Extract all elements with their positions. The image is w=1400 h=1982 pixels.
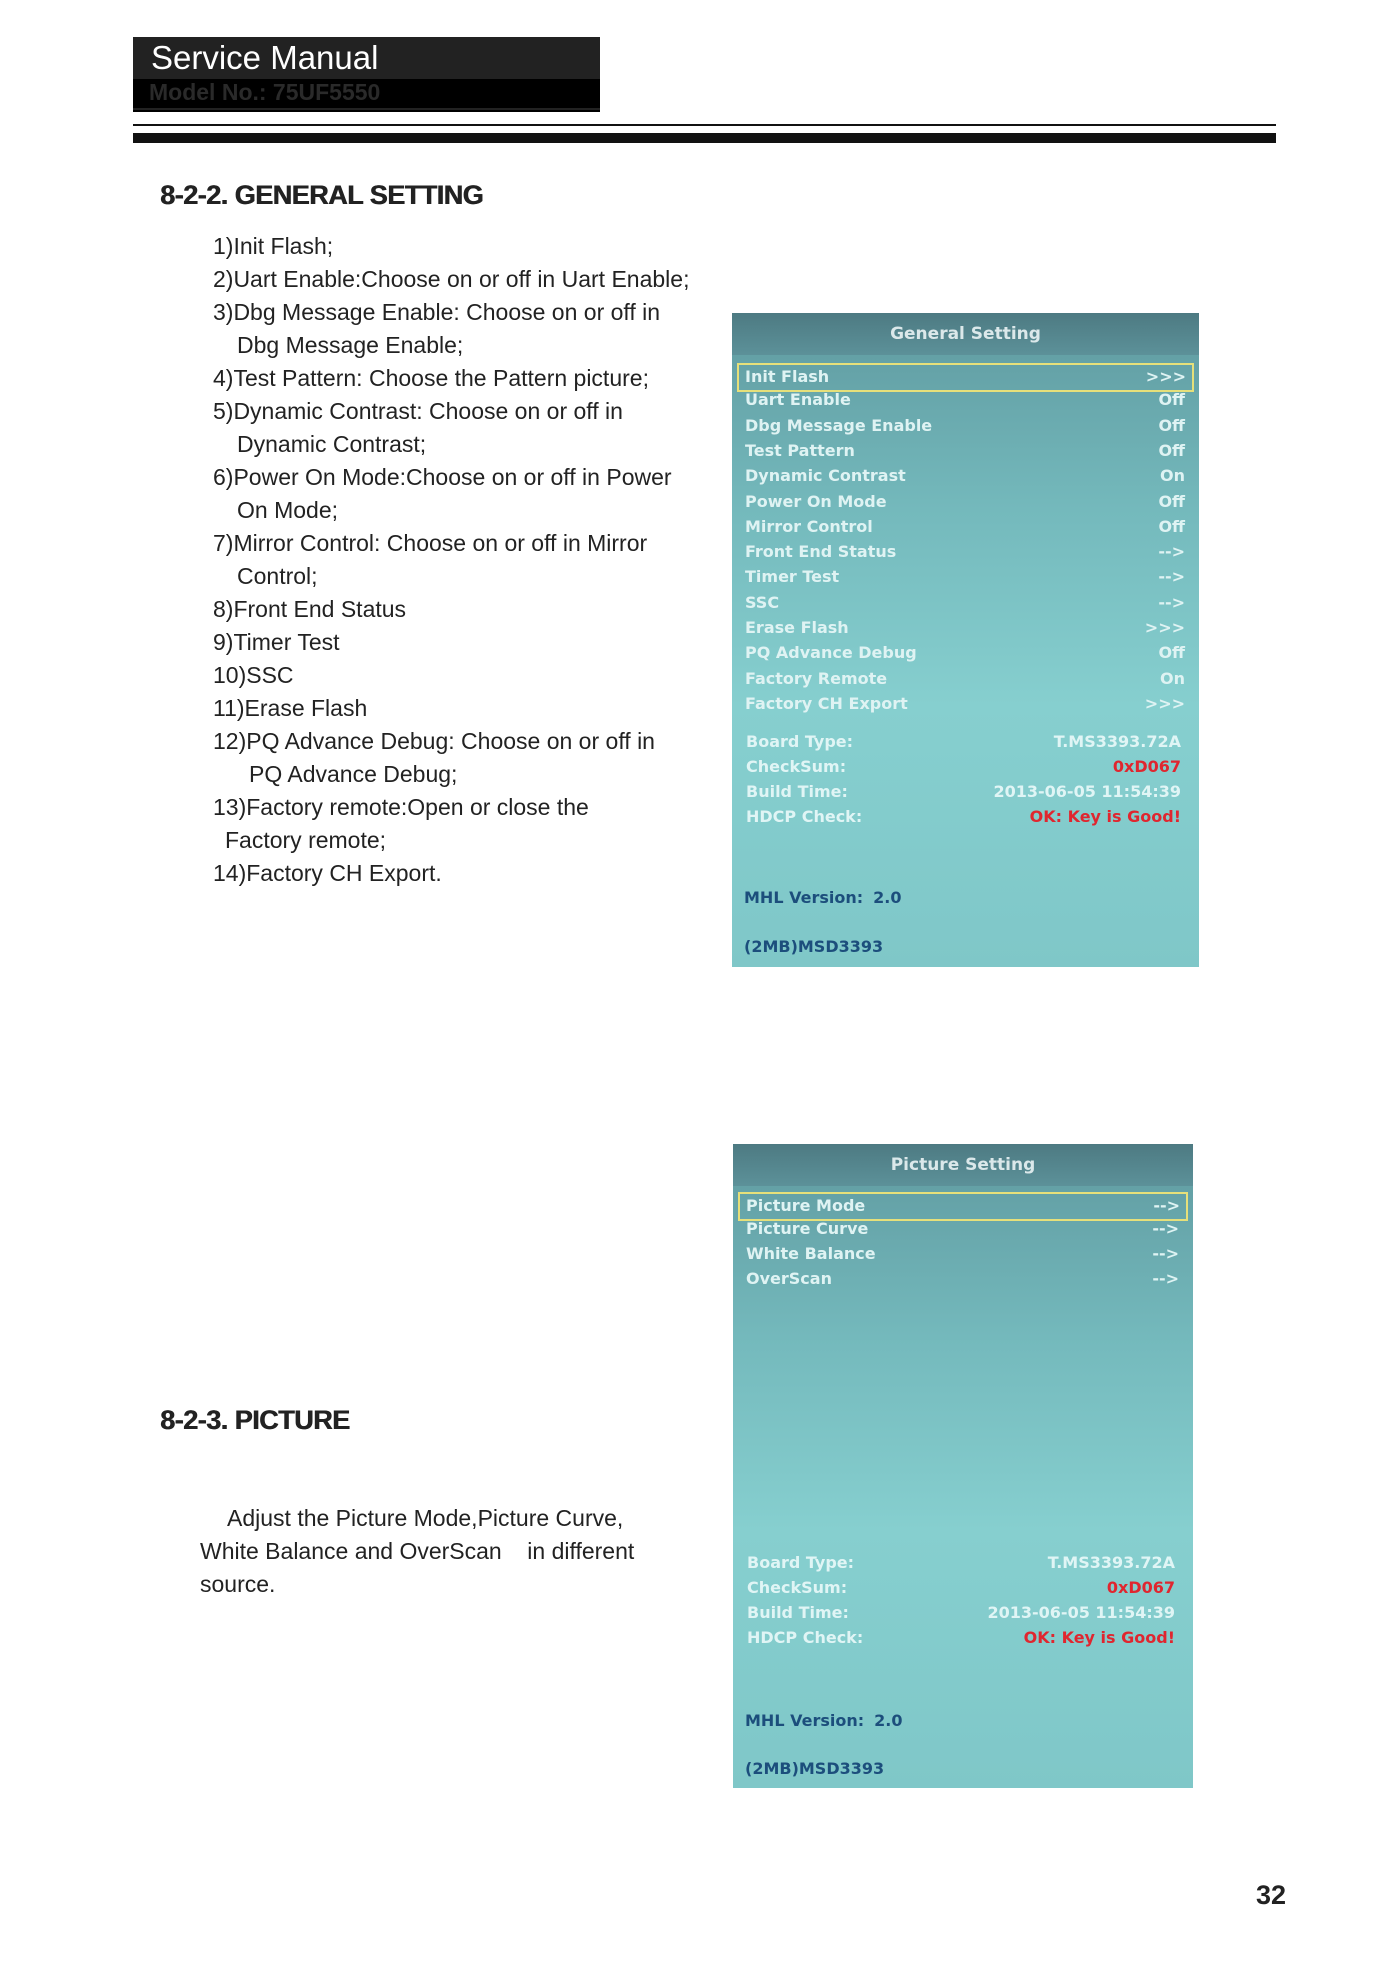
list-item: Dbg Message Enable; <box>237 332 464 358</box>
header-banner <box>133 37 600 112</box>
mhl-label: MHL Version: <box>745 1711 865 1730</box>
list-item: 13)Factory remote:Open or close the <box>213 794 589 820</box>
osd-info-row <box>747 1578 1175 1602</box>
osd-menu-row <box>745 464 1185 489</box>
mhl-value: 2.0 <box>873 888 902 907</box>
osd-info-value: T.MS3393.72A <box>1047 1553 1175 1572</box>
mhl-version <box>744 888 901 907</box>
osd-row-label: White Balance <box>746 1244 876 1263</box>
osd-menu-row <box>745 414 1185 439</box>
osd-picture-setting-photo <box>733 1144 1193 1788</box>
osd-info-label: Build Time: <box>746 782 848 801</box>
manual-title: Service Manual <box>151 39 379 76</box>
osd-menu-row <box>745 490 1185 515</box>
osd-row-label: Factory CH Export <box>745 693 908 713</box>
osd-row-value: --> <box>1153 1196 1180 1215</box>
model-number: Model No.: 75UF5550 <box>149 79 381 105</box>
list-item: 10)SSC <box>213 662 294 688</box>
osd-row-label: Picture Mode <box>746 1196 866 1215</box>
section-title-general-setting: 8-2-2. GENERAL SETTING <box>160 180 484 210</box>
osd-row-value: >>> <box>1144 693 1185 713</box>
list-item: 9)Timer Test <box>213 629 340 655</box>
osd-row-label: Init Flash <box>745 367 830 386</box>
list-item: 1)Init Flash; <box>213 233 334 259</box>
osd-menu-row <box>745 439 1185 464</box>
osd-row-value: Off <box>1158 415 1185 435</box>
osd-info-value: 0xD067 <box>1106 1578 1175 1597</box>
list-item: 2)Uart Enable:Choose on or off in Uart Enable; <box>213 266 690 292</box>
osd-row-label: Front End Status <box>745 542 897 562</box>
paragraph-line: source. <box>200 1571 276 1597</box>
list-item: 12)PQ Advance Debug: Choose on or off in <box>213 728 655 754</box>
osd-menu-row <box>746 1267 1179 1292</box>
mhl-label: MHL Version: <box>744 888 864 907</box>
osd-row-value: --> <box>1152 1269 1179 1288</box>
osd-row-value: Off <box>1158 440 1185 460</box>
osd-menu-row <box>745 692 1185 717</box>
osd-info-row <box>746 782 1181 806</box>
list-item: PQ Advance Debug; <box>249 761 458 787</box>
osd-menu-row <box>746 1242 1179 1267</box>
list-item: 8)Front End Status <box>213 596 407 622</box>
list-item: Factory remote; <box>225 827 387 853</box>
list-item: 7)Mirror Control: Choose on or off in Mirror <box>213 530 648 556</box>
osd-info-row <box>746 807 1181 831</box>
osd-row-value: Off <box>1158 516 1185 536</box>
osd-info-label: HDCP Check: <box>747 1628 864 1647</box>
osd-menu-row <box>745 591 1185 616</box>
osd-row-value: >>> <box>1145 367 1186 386</box>
page-number: 32 <box>1256 1880 1287 1910</box>
osd-row-value: Off <box>1158 491 1185 511</box>
osd-menu-row <box>745 667 1185 692</box>
mhl-version <box>745 1711 902 1730</box>
osd-general-setting-photo <box>732 313 1199 967</box>
osd-row-value: On <box>1160 466 1185 486</box>
section-title-picture: 8-2-3. PICTURE <box>160 1405 350 1435</box>
osd-menu-row <box>745 388 1185 413</box>
osd-row-label: Uart Enable <box>745 390 851 410</box>
model-bar <box>133 79 600 108</box>
osd-row-label: Dbg Message Enable <box>745 415 933 435</box>
chip-id: (2MB)MSD3393 <box>744 937 884 956</box>
osd-row-value: --> <box>1152 1219 1179 1238</box>
osd-menu-row <box>745 616 1185 641</box>
osd-title: General Setting <box>732 313 1199 355</box>
osd-info-value: 2013-06-05 11:54:39 <box>993 782 1181 801</box>
osd-row-label: Factory Remote <box>745 668 888 688</box>
osd-row-value: --> <box>1152 1244 1179 1263</box>
osd-title: Picture Setting <box>733 1144 1193 1186</box>
list-item: Dynamic Contrast; <box>237 431 427 457</box>
list-item: 5)Dynamic Contrast: Choose on or off in <box>213 398 623 424</box>
osd-menu-row <box>746 1217 1179 1242</box>
osd-row-label: Erase Flash <box>745 618 849 637</box>
osd-info-label: CheckSum: <box>746 757 847 776</box>
list-item: 14)Factory CH Export. <box>213 860 442 886</box>
osd-row-value: Off <box>1158 390 1185 410</box>
osd-info-label: HDCP Check: <box>746 807 863 826</box>
osd-row-value: On <box>1160 668 1185 688</box>
osd-menu-row <box>745 565 1185 590</box>
osd-info-row <box>747 1553 1175 1577</box>
osd-menu-row <box>745 540 1185 565</box>
osd-row-label: OverScan <box>746 1269 832 1288</box>
osd-menu-row <box>745 641 1185 666</box>
mhl-value: 2.0 <box>874 1711 903 1730</box>
osd-info-value: 2013-06-05 11:54:39 <box>987 1603 1175 1622</box>
osd-row-label: Power On Mode <box>745 491 887 511</box>
osd-row-value: --> <box>1158 542 1185 562</box>
osd-info-value: OK: Key is Good! <box>1029 807 1181 826</box>
list-item: 6)Power On Mode:Choose on or off in Power <box>213 464 672 490</box>
osd-info-row <box>746 757 1181 781</box>
header-rule-thin <box>133 124 1276 126</box>
header-rule-thick <box>133 133 1276 143</box>
picture-description <box>200 1502 634 1601</box>
osd-row-label: Test Pattern <box>745 440 855 460</box>
osd-info-value: OK: Key is Good! <box>1023 1628 1175 1647</box>
osd-row-label: SSC <box>745 592 780 612</box>
osd-info-label: Board Type: <box>746 732 854 751</box>
general-setting-list <box>213 230 689 890</box>
osd-row-label: Dynamic Contrast <box>745 466 906 486</box>
list-item: 11)Erase Flash <box>213 695 368 721</box>
osd-row-value: Off <box>1158 643 1185 663</box>
osd-info-row <box>747 1628 1175 1652</box>
osd-info-row <box>746 732 1181 756</box>
chip-id: (2MB)MSD3393 <box>745 1759 885 1778</box>
osd-info-label: Board Type: <box>747 1553 855 1572</box>
osd-info-row <box>747 1603 1175 1627</box>
paragraph-line: White Balance and OverScan in different <box>200 1538 635 1564</box>
osd-info-label: CheckSum: <box>747 1578 848 1597</box>
list-item: 3)Dbg Message Enable: Choose on or off in <box>213 299 661 325</box>
osd-row-value: --> <box>1158 592 1185 612</box>
osd-info-label: Build Time: <box>747 1603 849 1622</box>
paragraph-line: Adjust the Picture Mode,Picture Curve, <box>227 1505 624 1531</box>
osd-row-value: --> <box>1158 567 1185 587</box>
list-item: On Mode; <box>237 497 338 523</box>
osd-row-label: Mirror Control <box>745 516 873 536</box>
osd-menu-row <box>745 515 1185 540</box>
list-item: Control; <box>237 563 318 589</box>
osd-row-label: Timer Test <box>745 567 840 587</box>
osd-row-value: >>> <box>1144 618 1185 637</box>
osd-row-label: PQ Advance Debug <box>745 643 917 663</box>
osd-info-value: T.MS3393.72A <box>1053 732 1181 751</box>
list-item: 4)Test Pattern: Choose the Pattern picture; <box>213 365 649 391</box>
osd-info-value: 0xD067 <box>1112 757 1181 776</box>
osd-row-label: Picture Curve <box>746 1219 869 1238</box>
